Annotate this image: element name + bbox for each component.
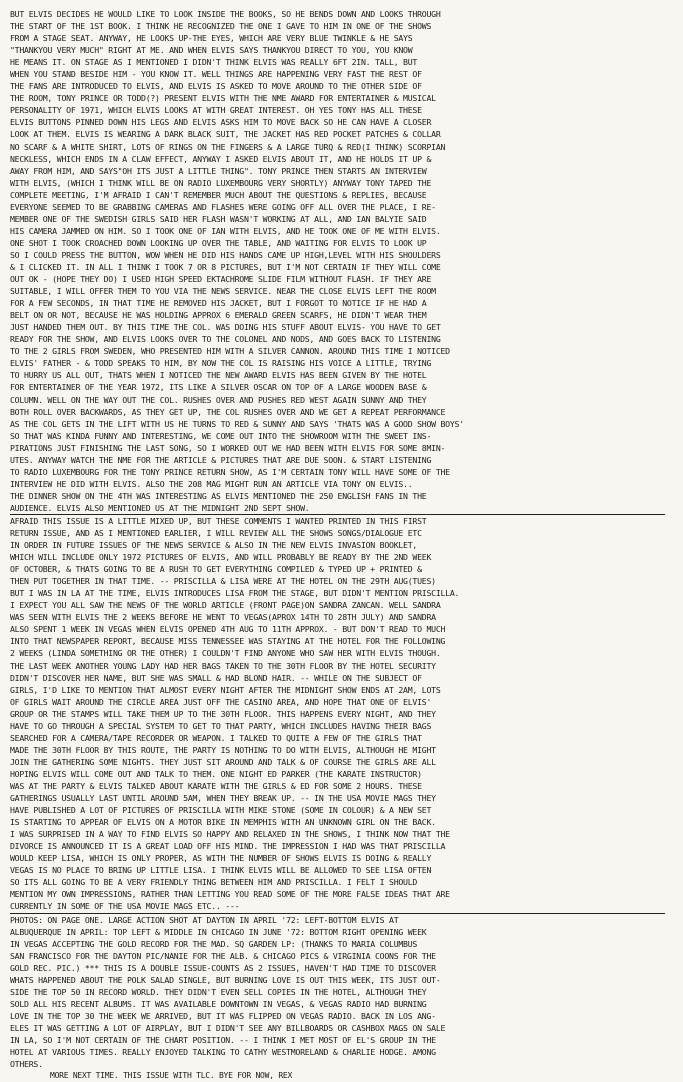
text-line: COMPLETE MEETING, I'M AFRAID I CAN'T REMEMBER MUCH ABOUT THE QUESTIONS & REPLIES, BECAUSE <box>10 189 427 200</box>
text-line: HE MEANS IT. ON STAGE AS I MENTIONED I DIDN'T THINK ELVIS WAS REALLY 6FT 2IN. TALL, BUT <box>10 57 418 68</box>
text-line: IS STARTING TO APPEAR OF ELVIS ON A MOTOR BIKE IN MEMPHIS WITH AN UNKNOWN GIRL ON THE BACK. <box>10 817 436 828</box>
text-line: ONE SHOT I TOOK CROACHED DOWN LOOKING UP OVER THE TABLE, AND WAITING FOR ELVIS TO LOOK UP <box>10 237 427 248</box>
text-line: BELT ON OR NOT, BECAUSE HE WAS HOLDING APPROX 6 EMERALD GREEN SCARFS, HE DIDN'T WEAR THEM <box>10 310 427 321</box>
text-line: INTO THAT NEWSPAPER REPORT, BECAUSE MISS TENNESSEE WAS STAYING AT THE HOTEL FOR THE FOLLOWING <box>10 636 446 647</box>
text-line: WITH ELVIS, (WHICH I THINK WILL BE ON RADIO LUXEMBOURG VERY SHORTLY) ANYWAY TONY TAPED THE <box>10 177 432 188</box>
text-line: GIRLS, I'D LIKE TO MENTION THAT ALMOST EVERY NIGHT AFTER THE MIDNIGHT SHOW ENDS AT 2AM, LOTS <box>10 684 441 695</box>
text-line: NECKLESS, WHICH ENDS IN A CLAW EFFECT, ANYWAY I ASKED ELVIS ABOUT IT, AND HE HOLDS IT UP & <box>10 153 432 164</box>
text-line: GROUP OR THE STAMPS WILL TAKE THEM UP TO THE 30TH FLOOR. THIS HAPPENS EVERY NIGHT, AND THEY <box>10 708 436 719</box>
text-line: WOULD KEEP LISA, WHICH IS ONLY PROPER, AS WITH THE NUMBER OF SHOWS ELVIS IS DOING & REALLY <box>10 853 432 864</box>
text-line: SO ITS ALL GOING TO BE A VERY FRIENDLY THING BETWEEN HIM AND PRISCILLA. I FELT I SHOULD <box>10 877 418 888</box>
section-photos-notes <box>10 914 665 1071</box>
text-line: OTHERS. <box>10 1059 43 1070</box>
signoff-section <box>10 1070 665 1082</box>
text-line: COLUMN. WELL ON THE WAY OUT THE COL. RUSHES OVER AND PUSHES RED WEST AGAIN SUNNY AND THEY <box>10 394 427 405</box>
text-line: HAVE PUBLISHED A LOT OF PICTURES OF PRISCILLA WITH MIKE STONE (SOME IN COLOUR) & A NEW SET <box>10 805 432 816</box>
text-line: HAVE TO GO THROUGH A SPECIAL SYSTEM TO GET TO THAT PARTY, WHICH INCLUDES HAVING THEIR BAGS <box>10 720 432 731</box>
text-line: SAN FRANCISCO FOR THE DAYTON PIC/NANIE FOR THE ALB. & CHICAGO PICS & VIRGINIA COONS FOR THE <box>10 950 436 961</box>
signoff-line: MORE NEXT TIME. THIS ISSUE WITH TLC. BYE FOR NOW, REX <box>50 1071 293 1081</box>
text-line: MENTION MY OWN IMPRESSIONS, RATHER THAN LETTING YOU READ SOME OF THE MORE FALSE IDEAS THAT ARE <box>10 889 450 900</box>
text-line: OUT OK - (HOPE THEY DO) I USED HIGH SPEED EKTACHROME SLIDE FILM WITHOUT FLASH. IF THEY ARE <box>10 274 432 285</box>
text-line: SO THAT WAS KINDA FUNNY AND INTERESTING, WE COME OUT INTO THE SHOWROOM WITH THE SWEET INS- <box>10 430 432 441</box>
text-line: PHOTOS: ON PAGE ONE. LARGE ACTION SHOT AT DAYTON IN APRIL '72: LEFT-BOTTOM ELVIS AT <box>10 914 399 925</box>
text-line: IN ORDER IN FUTURE ISSUES OF THE NEWS SERVICE & ALSO IN THE NEW ELVIS INVASION BOOKLET, <box>10 540 418 551</box>
text-line: ALBUQUERQUE IN APRIL: TOP LEFT & MIDDLE IN CHICAGO IN JUNE '72: BOTTOM RIGHT OPENING WEEK <box>10 926 427 937</box>
text-line: IN LA, SO I'M NOT CERTAIN OF THE CHART POSITION. -- I THINK I MET MOST OF EL'S GROUP IN THE <box>10 1034 436 1045</box>
text-line: SO I COULD PRESS THE BUTTON, WOW WHEN HE DID HIS HANDS CAME UP HIGH,LEVEL WITH HIS SHOULDERS <box>10 249 441 260</box>
text-line: ELVIS' FATHER - & TODD SPEAKS TO HIM, BY NOW THE COL IS RAISING HIS VOICE A LITTLE, TRYING <box>10 358 432 369</box>
text-line: IN VEGAS ACCEPTING THE GOLD RECORD FOR THE MAD. SQ GARDEN LP: (THANKS TO MARIA COLUMBUS <box>10 938 418 949</box>
text-line: LOVE IN THE TOP 30 THE WEEK WE ARRIVED, BUT IT WAS FLIPPED ON VEGAS RADIO. BACK IN LOS ANG- <box>10 1010 436 1021</box>
text-line: HOTEL AT VARIOUS TIMES. REALLY ENJOYED TALKING TO CATHY WESTMORELAND & CHARLIE HODGE. AMONG <box>10 1047 436 1058</box>
text-line: READY FOR THE SHOW, AND ELVIS LOOKS OVER TO THE COLONEL AND NODS, AND GOES BACK TO LISTENING <box>10 334 441 345</box>
text-line: VEGAS IS NO PLACE TO BRING UP LITTLE LISA. I THINK ELVIS WILL BE ALLOWED TO SEE LISA OFTEN <box>10 865 432 876</box>
text-line: FOR ENTERTAINER OF THE YEAR 1972, ITS LIKE A SILVER OSCAR ON TOP OF A LARGE WOODEN BASE & <box>10 382 427 393</box>
text-line: TO RADIO LUXEMBOURG FOR THE TONY PRINCE RETURN SHOW, AS I'M CERTAIN TONY WILL HAVE SOME OF THE <box>10 466 450 477</box>
text-line: INTERVIEW HE DID WITH ELVIS. ALSO THE 208 MAG MIGHT RUN AN ARTICLE VIA TONY ON ELVIS.. <box>10 478 413 489</box>
text-line: THE LAST WEEK ANOTHER YOUNG LADY HAD HER BAGS TAKEN TO THE 30TH FLOOR BY THE HOTEL SECURITY <box>10 660 436 671</box>
text-line: THE FANS ARE INTRODUCED TO ELVIS, AND ELVIS IS ASKED TO MOVE AROUND TO THE OTHER SIDE OF <box>10 81 422 92</box>
text-line: WHEN YOU STAND BESIDE HIM - YOU KNOW IT. WELL THINGS ARE HAPPENING VERY FAST THE REST OF <box>10 69 422 80</box>
text-line: FROM A STAGE SEAT. ANYWAY, HE LOOKS UP-THE EYES, WHICH ARE VERY BLUE TWINKLE & HE SAYS <box>10 33 413 44</box>
text-line: TO HURRY US ALL OUT, THATS WHEN I NOTICED THE NEW AWARD ELVIS HAS BEEN GIVEN BY THE HOTEL <box>10 370 427 381</box>
text-line: "THANKYOU VERY MUCH" RIGHT AT ME. AND WHEN ELVIS SAYS THANKYOU DIRECT TO YOU, YOU KNOW <box>10 45 413 56</box>
text-line: PERSONALITY OF 1971, WHICH ELVIS LOOKS AT WITH GREAT INTEREST. OH YES TONY HAS ALL THESE <box>10 105 422 116</box>
text-line: BUT I WAS IN LA AT THE TIME, ELVIS INTRODUCES LISA FROM THE STAGE, BUT DIDN'T MENTION PRISCILLA. <box>10 588 460 599</box>
text-line: SUITABLE, I WILL OFFER THEM TO YOU VIA THE NEWS SERVICE. NEAR THE CLOSE ELVIS LEFT THE ROOM <box>10 286 436 297</box>
text-line: WHICH WILL INCLUDE ONLY 1972 PICTURES OF ELVIS, AND WILL PROBABLY BE READY BY THE 2ND WEEK <box>10 552 432 563</box>
text-line: THE ROOM, TONY PRINCE OR TODD(?) PRESENT ELVIS WITH THE NME AWARD FOR ENTERTAINER & MUSICAL <box>10 93 436 104</box>
text-line: SIDE THE TOP 50 IN RECORD WORLD. THEY DIDN'T EVEN SELL COPIES IN THE HOTEL, ALTHOUGH THEY <box>10 986 427 997</box>
text-line: I WAS SURPRISED IN A WAY TO FIND ELVIS SO HAPPY AND RELAXED IN THE SHOWS, I THINK NOW THAT THE <box>10 829 450 840</box>
text-line: MADE THE 30TH FLOOR BY THIS ROUTE, THE PARTY IS NOTHING TO DO WITH ELVIS, ALTHOUGH HE MIGHT <box>10 744 436 755</box>
text-line: ELES IT WAS GETTING A LOT OF AIRPLAY, BUT I DIDN'T SEE ANY BILLBOARDS OR CASHBOX MAGS ON SALE <box>10 1022 446 1033</box>
text-line: AFRAID THIS ISSUE IS A LITTLE MIXED UP, BUT THESE COMMENTS I WANTED PRINTED IN THIS FIRST <box>10 515 427 526</box>
text-line: MEMBER ONE OF THE SWEDISH GIRLS SAID HER FLASH WASN'T WORKING AT ALL, AND IAN BALYIE SAID <box>10 213 427 224</box>
text-line: 2 WEEKS (LINDA SOMETHING OR THE OTHER) I COULDN'T FIND ANYONE WHO SAW HER WITH ELVIS THOUGH. <box>10 648 441 659</box>
text-line: FOR A FEW SECONDS, IN THAT TIME HE REMOVED HIS JACKET, BUT I FORGOT TO NOTICE IF HE HAD A <box>10 298 427 309</box>
text-line: BOTH ROLL OVER BACKWARDS, AS THEY GET UP, THE COL RUSHES OVER AND WE GET A REPEAT PERFORMANCE <box>10 406 446 417</box>
text-line: EVERYONE SEEMED TO BE GRABBING CAMERAS AND FLASHES WERE GOING OFF ALL OVER THE PLACE, I RE- <box>10 201 436 212</box>
text-line: AUDIENCE. ELVIS ALSO MENTIONED US AT THE MIDNIGHT 2ND SEPT SHOW. <box>10 502 665 515</box>
text-line: PIRATIONS JUST FINISHING THE LAST SONG, SO I WORKED OUT WE HAD BEEN WITH ELVIS FOR SOME 8MIN- <box>10 442 446 453</box>
text-line: HIS CAMERA JAMMED ON HIM. SO I TOOK ONE OF IAN WITH ELVIS, AND HE TOOK ONE OF ME WITH ELVIS. <box>10 225 441 236</box>
section-meeting-elvis <box>10 8 665 515</box>
text-line: JUST HANDED THEM OUT. BY THIS TIME THE COL. WAS DOING HIS STUFF ABOUT ELVIS- YOU HAVE TO GET <box>10 322 441 333</box>
text-line: HOPING ELVIS WILL COME OUT AND TALK TO THEM. ONE NIGHT ED PARKER (THE KARATE INSTRUCTOR) <box>10 768 422 779</box>
text-line: ELVIS BUTTONS PINNED DOWN HIS LEGS AND ELVIS ASKS HIM TO MOVE BACK SO HE CAN HAVE A CLOSER <box>10 117 432 128</box>
text-line: TO THE 2 GIRLS FROM SWEDEN, WHO PRESENTED HIM WITH A SILVER CANNON. AROUND THIS TIME I NOTICED <box>10 346 450 357</box>
section-return-issue-news <box>10 515 665 914</box>
text-line: GATHERINGS USUALLY LAST UNTIL AROUND 5AM, WHEN THEY BREAK UP. -- IN THE USA MOVIE MAGS THEY <box>10 793 436 804</box>
text-line: NO SCARF & A WHITE SHIRT, LOTS OF RINGS ON THE FINGERS & A LARGE TURQ & RED(I THINK) SCORPIAN <box>10 141 446 152</box>
text-line: DIVORCE IS ANNOUNCED IT IS A GREAT LOAD OFF HIS MIND. THE IMPRESSION I HAD WAS THAT PRISCILLA <box>10 841 446 852</box>
text-line: ALSO SPENT 1 WEEK IN VEGAS WHEN ELVIS OPENED 4TH AUG TO 11TH APPROX. - BUT DON'T READ TO MUCH <box>10 624 446 635</box>
text-line: WHATS HAPPENED ABOUT THE POLK SALAD SINGLE, BUT BURNING LOVE IS OUT THIS WEEK, ITS JUST OUT- <box>10 974 441 985</box>
text-line: LOOK AT THEM. ELVIS IS WEARING A DARK BLACK SUIT, THE JACKET HAS RED POCKET PATCHES & COLLAR <box>10 129 441 140</box>
text-line: WAS AT THE PARTY & ELVIS TALKED ABOUT KARATE WITH THE GIRLS & ED FOR SOME 2 HOURS. THESE <box>10 781 422 791</box>
text-line: & I CLICKED IT. IN ALL I THINK I TOOK 7 OR 8 PICTURES, BUT I'M NOT CERTAIN IF THEY WILL COME <box>10 261 441 272</box>
text-line: UTES. ANYWAY WATCH THE NME FOR THE ARTICLE & PICTURES THAT ARE DUE SOON. & START LISTENING <box>10 454 432 465</box>
text-line: SOLD ALL HIS RECENT ALBUMS. IT WAS AVAILABLE DOWNTOWN IN VEGAS, & VEGAS RADIO HAD BURNING <box>10 998 427 1009</box>
text-line: RETURN ISSUE, AND AS I MENTIONED EARLIER, I WILL REVIEW ALL THE SHOWS SONGS/DIALOGUE ETC <box>10 528 422 539</box>
text-line: THE START OF THE 1ST BOOK. I THINK HE RECOGNIZED THE ONE I GAVE TO HIM IN ONE OF THE SHOWS <box>10 21 432 32</box>
text-line: AS THE COL GETS IN THE LIFT WITH US HE TURNS TO RED & SUNNY AND SAYS 'THATS WAS A GOOD SHOW BOYS' <box>10 418 464 429</box>
text-line: DIDN'T DISCOVER HER NAME, BUT SHE WAS SMALL & HAD BLOND HAIR. -- WHILE ON THE SUBJECT OF <box>10 672 422 683</box>
text-line: JOIN THE GATHERING SOME NIGHTS. THEY JUST SIT AROUND AND TALK & OF COURSE THE GIRLS ARE ALL <box>10 756 436 767</box>
text-line: AWAY FROM HIM, AND SAYS"OH ITS JUST A LITTLE THING". TONY PRINCE THEN STARTS AN INTERVIEW <box>10 165 427 176</box>
text-line: I EXPECT YOU ALL SAW THE NEWS OF THE WORLD ARTICLE (FRONT PAGE)ON SANDRA ZANCAN. WELL SANDRA <box>10 600 441 611</box>
text-line: OF GIRLS WAIT AROUND THE CIRCLE AREA JUST OFF THE CASINO AREA, AND HOPE THAT ONE OF ELVIS' <box>10 696 432 707</box>
text-line: OF OCTOBER, & THATS GOING TO BE A RUSH TO GET EVERYTHING COMPILED & TYPED UP + PRINTED & <box>10 564 422 575</box>
text-line: BUT ELVIS DECIDES HE WOULD LIKE TO LOOK INSIDE THE BOOKS, SO HE BENDS DOWN AND LOOKS THROUGH <box>10 9 441 19</box>
text-line: THE DINNER SHOW ON THE 4TH WAS INTERESTING AS ELVIS MENTIONED THE 250 ENGLISH FANS IN THE <box>10 490 427 501</box>
text-line: THEN PUT TOGETHER IN THAT TIME. -- PRISCILLA & LISA WERE AT THE HOTEL ON THE 29TH AUG(TUES) <box>10 576 436 587</box>
text-line: CURRENTLY IN SOME OF THE USA MOVIE MAGS ETC.. --- <box>10 900 665 913</box>
text-line: WAS SEEN WITH ELVIS THE 2 WEEKS BEFORE HE WENT TO VEGAS(APROX 14TH TO 28TH JULY) AND SANDRA <box>10 612 436 623</box>
text-line: GOLD REC. PIC.) *** THIS IS A DOUBLE ISSUE-COUNTS AS 2 ISSUES, HAVEN'T HAD TIME TO DISCOVER <box>10 962 436 973</box>
text-line: SEARCHED FOR A CAMERA/TAPE RECORDER OR WEAPON. I TALKED TO QUITE A FEW OF THE GIRLS THAT <box>10 732 422 743</box>
